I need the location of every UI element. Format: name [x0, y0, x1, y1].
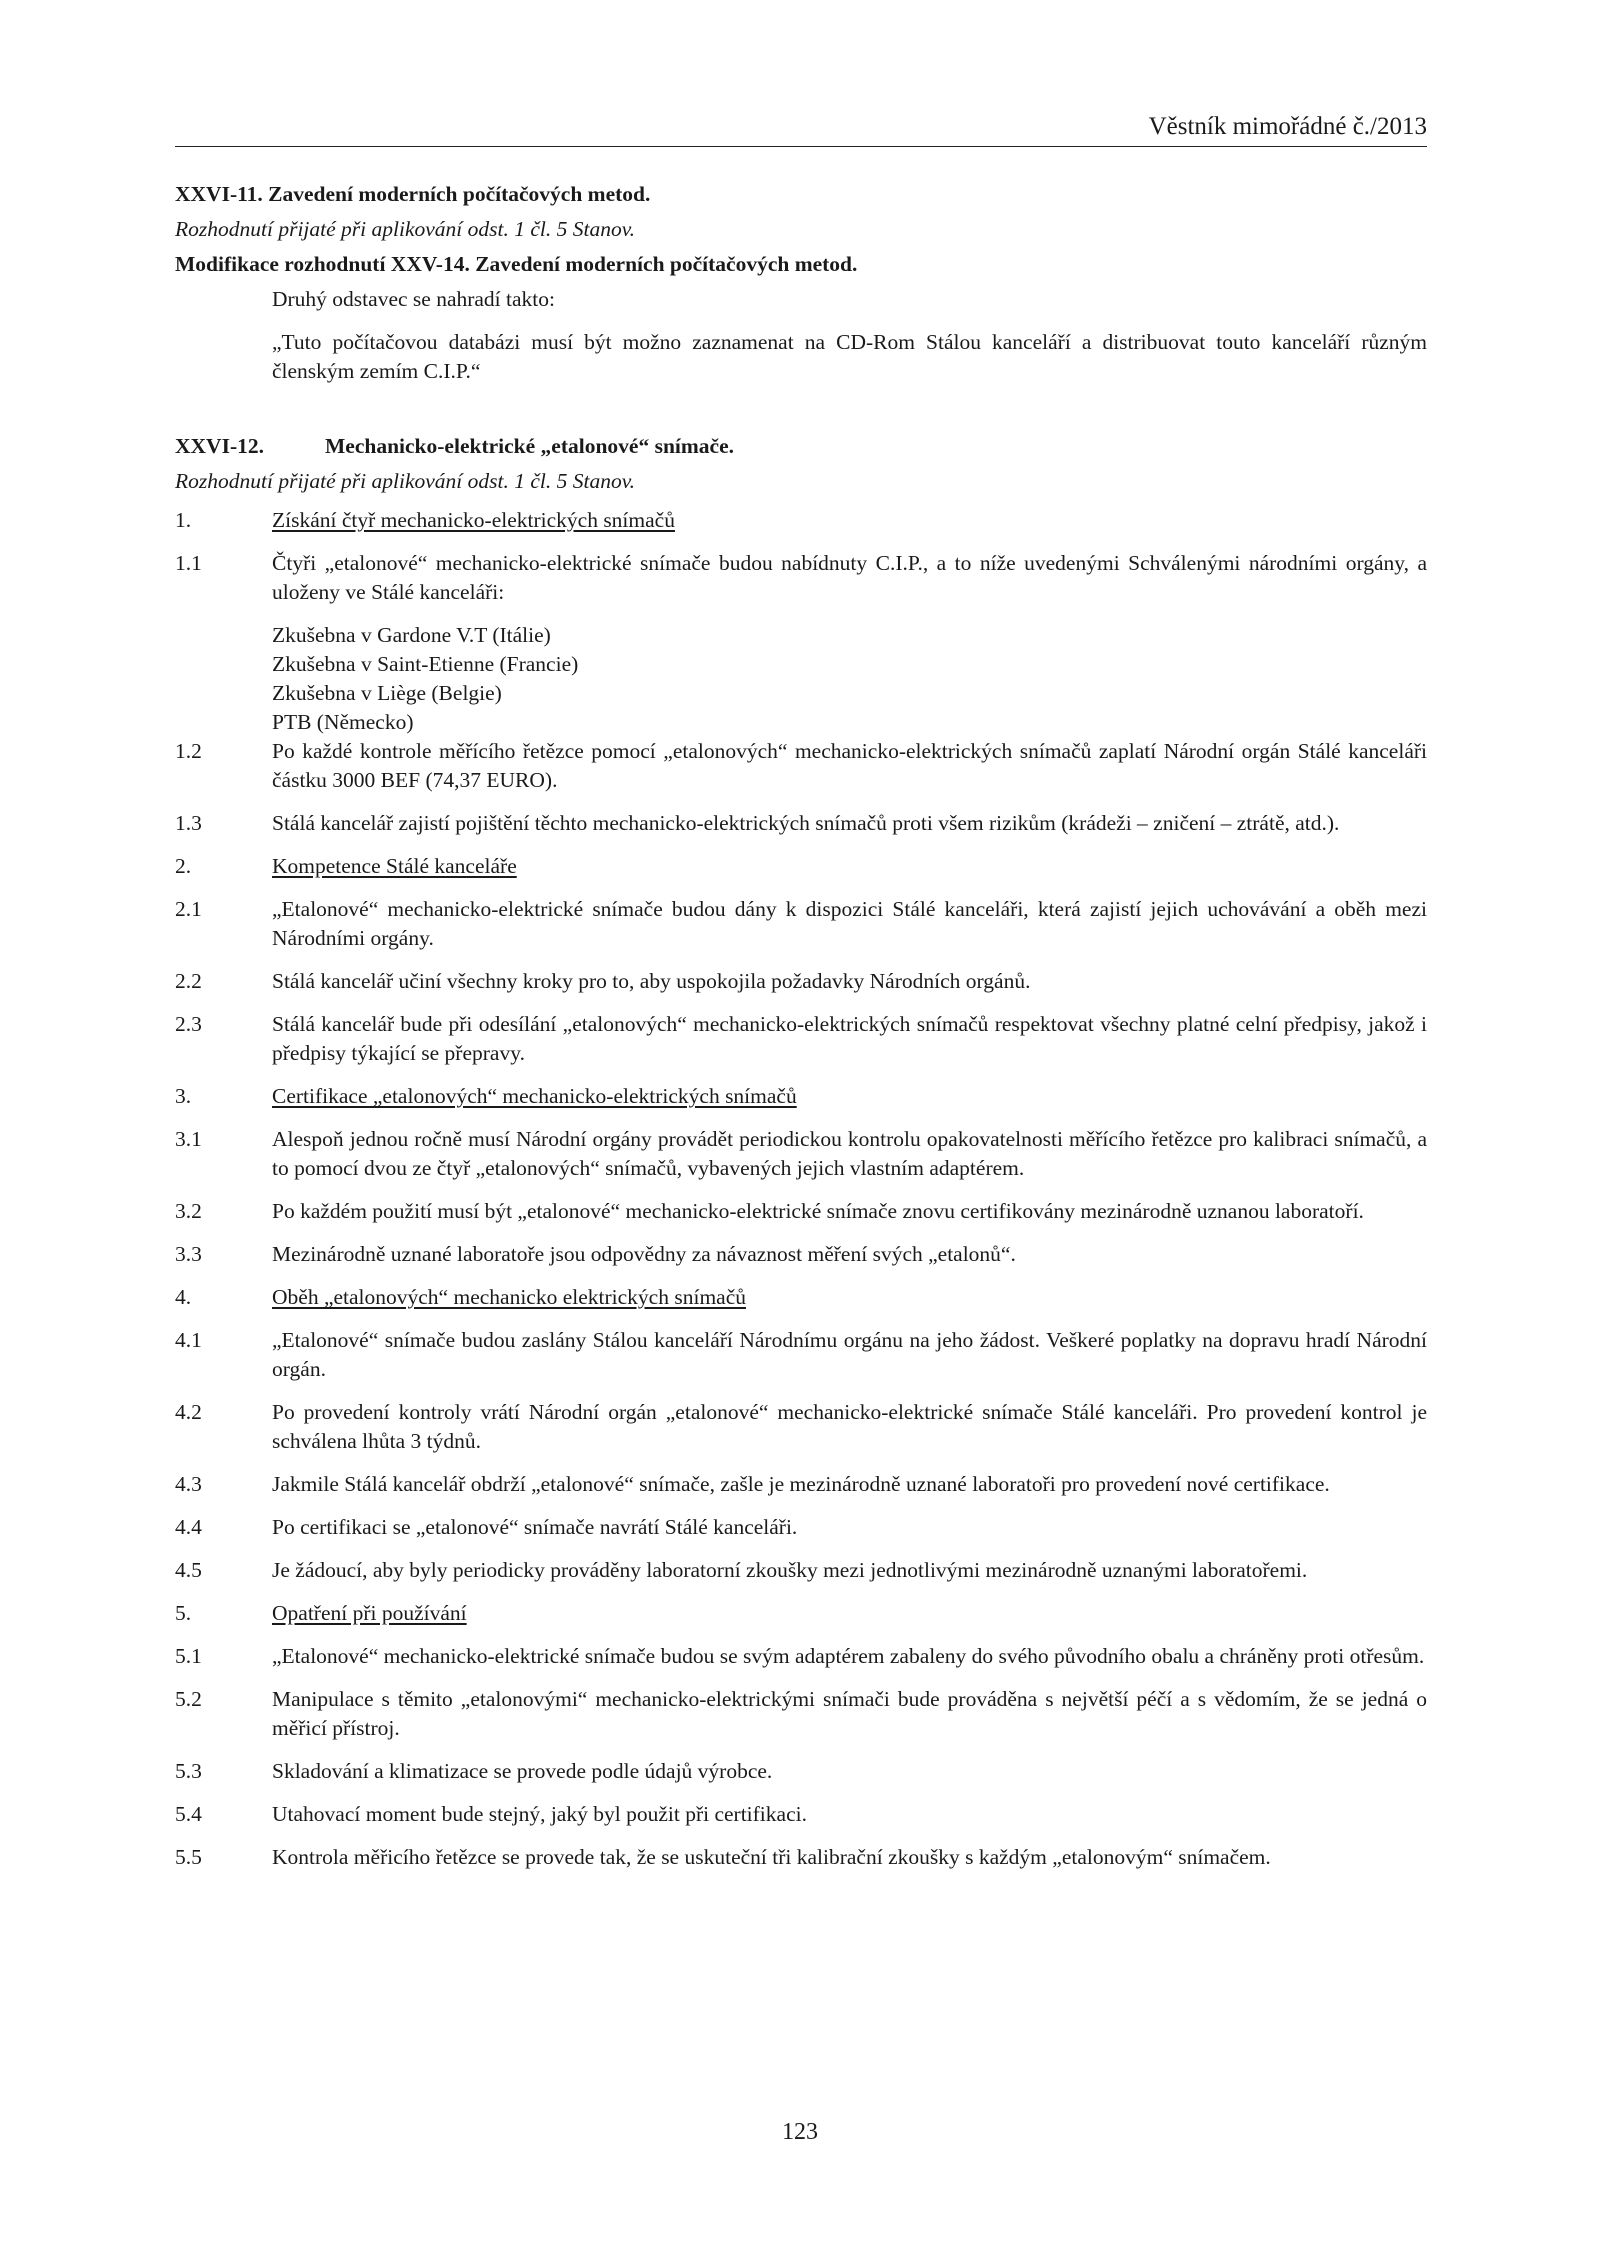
item-number: 3.3: [175, 1242, 202, 1266]
item-number: 4.4: [175, 1515, 202, 1539]
item-text: Po certifikaci se „etalonové“ snímače navrátí Stálé kanceláři.: [272, 1515, 798, 1539]
list-item-heading: [175, 1283, 1427, 1312]
item-number: 5.5: [175, 1845, 202, 1869]
item-number: 4.: [175, 1285, 192, 1309]
item-text: Po provedení kontroly vrátí Národní orgán „etalonové“ mechanicko-elektrické snímače Stálé kanceláři. Pro provedení kontrol je schválena lhůta 3 týdnů.: [272, 1400, 1427, 1453]
list-item: [175, 895, 1427, 953]
list-item-heading: [175, 852, 1427, 881]
item-text: Stálá kancelář bude při odesílání „etalonových“ mechanicko-elektrických snímačů respektovat všechny platné celní předpisy, jakož i předpisy týkající se přepravy.: [272, 1012, 1427, 1065]
list-item: [175, 549, 1427, 607]
item-heading: Opatření při používání: [272, 1601, 467, 1625]
decision-note: Rozhodnutí přijaté při aplikování odst. 1 čl. 5 Stanov.: [175, 469, 636, 493]
item-number: 2.1: [175, 897, 202, 921]
list-item: [175, 1757, 1427, 1786]
item-text: „Etalonové“ snímače budou zaslány Stálou kanceláří Národnímu orgánu na jeho žádost. Veškeré poplatky na dopravu hradí Národní orgán.: [272, 1328, 1427, 1381]
item-number: 3.1: [175, 1127, 202, 1151]
item-number: 2.: [175, 854, 192, 878]
item-number: 4.2: [175, 1400, 202, 1424]
item-text: Kontrola měřicího řetězce se provede tak, že se uskuteční tři kalibrační zkoušky s každým „etalonovým“ snímačem.: [272, 1845, 1271, 1869]
section-number: XXVI-12.: [175, 434, 264, 458]
laboratory-item: PTB (Německo): [272, 710, 414, 734]
item-heading: Získání čtyř mechanicko-elektrických snímačů: [272, 508, 675, 532]
list-item: [175, 1513, 1427, 1542]
page-number: 123: [782, 2119, 818, 2145]
laboratory-item: Zkušebna v Liège (Belgie): [272, 681, 502, 705]
list-item-heading: [175, 1599, 1427, 1628]
laboratory-item: Zkušebna v Saint-Etienne (Francie): [272, 652, 579, 676]
modification-heading: Modifikace rozhodnutí XXV-14. Zavedení moderních počítačových metod.: [175, 252, 858, 276]
item-number: 4.1: [175, 1328, 202, 1352]
item-number: 2.3: [175, 1012, 202, 1036]
item-number: 4.3: [175, 1472, 202, 1496]
list-item: [175, 1398, 1427, 1456]
item-number: 1.1: [175, 551, 202, 575]
item-text: Manipulace s těmito „etalonovými“ mechanicko-elektrickými snímači bude prováděna s největší péčí a s vědomím, že se jedná o měřicí přístroj.: [272, 1687, 1427, 1740]
item-number: 1.: [175, 508, 192, 532]
item-number: 5.3: [175, 1759, 202, 1783]
list-item: [175, 967, 1427, 996]
list-item: [175, 737, 1427, 795]
section-title: Zavedení moderních počítačových metod.: [268, 182, 651, 206]
list-item: [175, 1470, 1427, 1499]
page-content: [175, 180, 1427, 1872]
list-item: [175, 1843, 1427, 1872]
item-number: 5.2: [175, 1687, 202, 1711]
item-heading: Certifikace „etalonových“ mechanicko-elektrických snímačů: [272, 1084, 797, 1108]
journal-title: Věstník mimořádné č./2013: [1148, 113, 1427, 140]
item-number: 1.2: [175, 739, 202, 763]
item-text: Stálá kancelář učiní všechny kroky pro to, aby uspokojila požadavky Národních orgánů.: [272, 969, 1031, 993]
item-heading: Kompetence Stálé kanceláře: [272, 854, 517, 878]
item-number: 3.2: [175, 1199, 202, 1223]
item-text: Mezinárodně uznané laboratoře jsou odpovědny za návaznost měření svých „etalonů“.: [272, 1242, 1016, 1266]
item-text: Po každé kontrole měřícího řetězce pomocí „etalonových“ mechanicko-elektrických snímačů zaplatí Národní orgán Stálé kanceláři částku 3000 BEF (74,37 EURO).: [272, 739, 1427, 792]
list-item: [175, 1556, 1427, 1585]
item-text: Stálá kancelář zajistí pojištění těchto mechanicko-elektrických snímačů proti všem rizikům (krádeži – zničení – ztrátě, atd.).: [272, 811, 1340, 835]
list-item-heading: [175, 506, 1427, 535]
list-item: [175, 1326, 1427, 1384]
section-title: Mechanicko-elektrické „etalonové“ snímače.: [325, 434, 735, 458]
laboratory-item: Zkušebna v Gardone V.T (Itálie): [272, 623, 551, 647]
item-text: Čtyři „etalonové“ mechanicko-elektrické snímače budou nabídnuty C.I.P., a to níže uvedenými Schválenými národními orgány, a uloženy ve Stálé kanceláři:: [272, 551, 1427, 604]
section-heading-xxvi-11: [175, 180, 1427, 209]
item-number: 5.: [175, 1601, 192, 1625]
item-text: Je žádoucí, aby byly periodicky prováděny laboratorní zkoušky mezi jednotlivými mezinárodně uznanými laboratořemi.: [272, 1558, 1308, 1582]
list-item: [175, 1642, 1427, 1671]
item-number: 4.5: [175, 1558, 202, 1582]
list-item: [175, 1010, 1427, 1068]
item-text: „Etalonové“ mechanicko-elektrické snímače budou se svým adaptérem zabaleny do svého původního obalu a chráněny proti otřesům.: [272, 1644, 1425, 1668]
list-item: [175, 1197, 1427, 1226]
decision-note: Rozhodnutí přijaté při aplikování odst. 1 čl. 5 Stanov.: [175, 217, 636, 241]
paragraph: Druhý odstavec se nahradí takto:: [272, 287, 555, 311]
item-heading: Oběh „etalonových“ mechanicko elektrických snímačů: [272, 1285, 746, 1309]
list-item: [175, 1685, 1427, 1743]
page-header: [175, 108, 1427, 147]
item-number: 1.3: [175, 811, 202, 835]
paragraph: „Tuto počítačovou databázi musí být možno zaznamenat na CD-Rom Stálou kanceláří a distribuovat touto kanceláří různým členským zemím C.I.P.“: [272, 330, 1427, 383]
item-text: Po každém použití musí být „etalonové“ mechanicko-elektrické snímače znovu certifikovány mezinárodně uznanou laboratoří.: [272, 1199, 1364, 1223]
item-number: 5.4: [175, 1802, 202, 1826]
list-item: [175, 1800, 1427, 1829]
section-heading-xxvi-12: [175, 432, 1427, 461]
item-number: 2.2: [175, 969, 202, 993]
list-item: [175, 1240, 1427, 1269]
item-text: „Etalonové“ mechanicko-elektrické snímače budou dány k dispozici Stálé kanceláři, která zajistí jejich uchovávání a oběh mezi Národními orgány.: [272, 897, 1427, 950]
item-number: 5.1: [175, 1644, 202, 1668]
list-item: [175, 809, 1427, 838]
item-text: Alespoň jednou ročně musí Národní orgány provádět periodickou kontrolu opakovatelnosti měřícího řetězce pro kalibraci snímačů, a to pomocí dvou ze čtyř „etalonových“ snímačů, vybavených jejich vlastním adaptérem.: [272, 1127, 1427, 1180]
item-text: Skladování a klimatizace se provede podle údajů výrobce.: [272, 1759, 773, 1783]
list-item-heading: [175, 1082, 1427, 1111]
item-text: Utahovací moment bude stejný, jaký byl použit při certifikaci.: [272, 1802, 807, 1826]
list-item: [175, 1125, 1427, 1183]
item-number: 3.: [175, 1084, 192, 1108]
section-number: XXVI-11.: [175, 182, 263, 206]
item-text: Jakmile Stálá kancelář obdrží „etalonové“ snímače, zašle je mezinárodně uznané laboratoři pro provedení nové certifikace.: [272, 1472, 1330, 1496]
laboratory-list: [272, 621, 1427, 737]
